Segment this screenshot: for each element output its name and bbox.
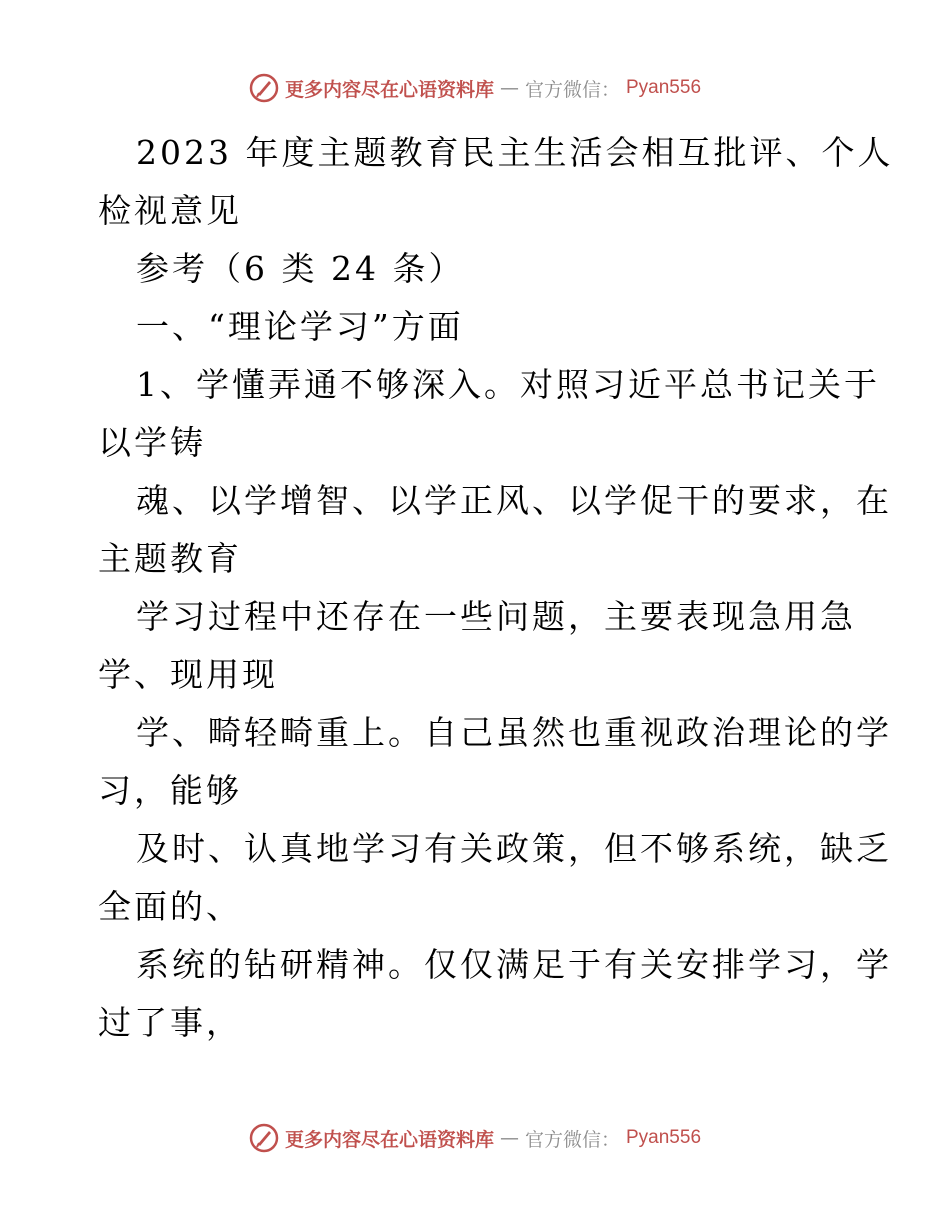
watermark-dash: —: [499, 1127, 519, 1149]
watermark-official-label: 官方微信：: [524, 78, 620, 101]
paragraph-line: 以学铸: [98, 423, 206, 462]
watermark-dash: —: [499, 77, 519, 99]
watermark-main-text: 更多内容尽在心语资料库: [284, 78, 494, 101]
watermark-wechat-id: Pyan556: [626, 1127, 702, 1148]
subtitle-line: 参考（6 类 24 条）: [136, 249, 465, 288]
watermark-official-label: 官方微信：: [524, 1128, 620, 1151]
paragraph-line: 1、学懂弄通不够深入。对照习近平总书记关于: [136, 365, 880, 404]
paragraph-line: 系统的钻研精神。仅仅满足于有关安排学习，学: [136, 945, 892, 984]
paragraph-line: 学、畸轻畸重上。自己虽然也重视政治理论的学: [136, 713, 892, 752]
footer-watermark: [0, 1123, 950, 1153]
paragraph-line: 习，能够: [98, 771, 242, 810]
watermark-main-text: 更多内容尽在心语资料库: [284, 1128, 494, 1151]
paragraph-line: 主题教育: [98, 539, 242, 578]
paragraph-line: 魂、以学增智、以学正风、以学促干的要求，在: [136, 481, 892, 520]
paragraph-line: 学习过程中还存在一些问题，主要表现急用急: [136, 597, 856, 636]
document-body: [98, 124, 894, 1052]
quill-logo-icon: [249, 73, 279, 103]
section-heading: 一、“理论学习”方面: [136, 307, 464, 346]
watermark-wechat-id: Pyan556: [626, 77, 702, 98]
quill-logo-icon: [249, 1123, 279, 1153]
paragraph-line: 及时、认真地学习有关政策，但不够系统，缺乏: [136, 829, 892, 868]
paragraph-line: 学、现用现: [98, 655, 278, 694]
paragraph-line: 全面的、: [98, 887, 242, 926]
header-watermark: [0, 73, 950, 103]
title-line-1: 2023 年度主题教育民主生活会相互批评、个人: [136, 133, 894, 172]
paragraph-line: 过了事，: [98, 1003, 242, 1042]
title-line-2: 检视意见: [98, 191, 242, 230]
